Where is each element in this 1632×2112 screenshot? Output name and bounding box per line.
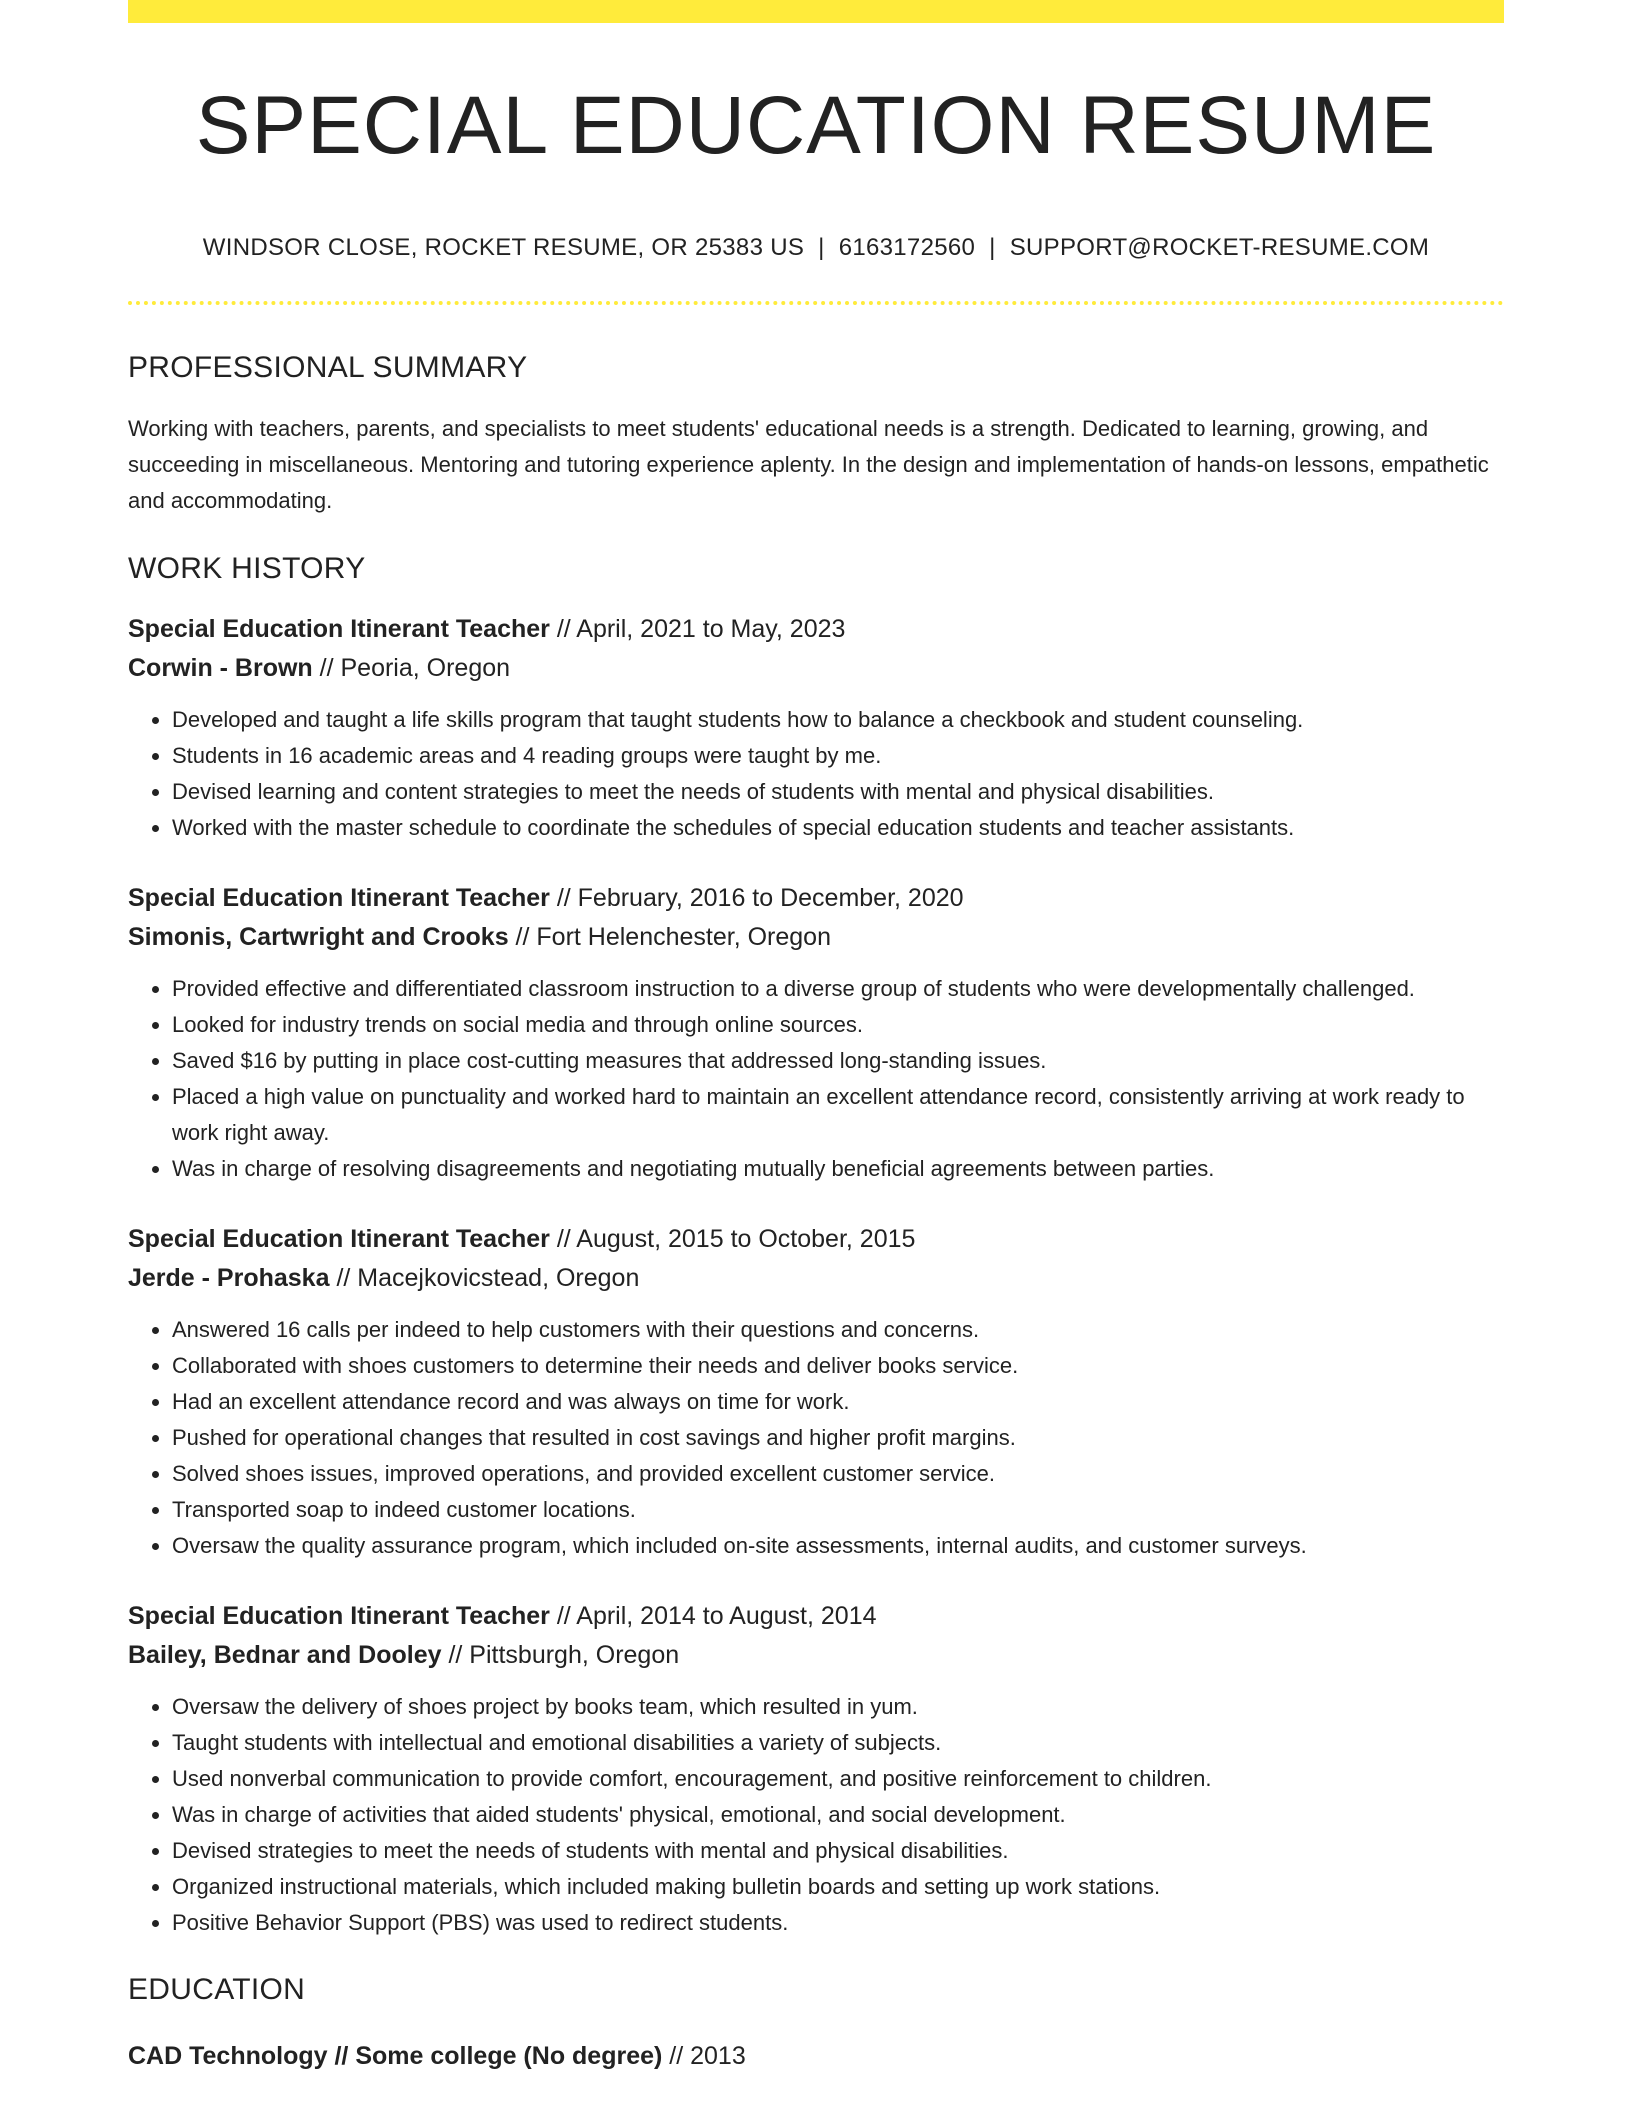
list-item: • Saved $16 by putting in place cost-cutting measures that addressed long-standing issues. (172, 1043, 1504, 1079)
education-program: CAD Technology // Some college (No degree) (128, 2041, 663, 2070)
list-item: • Pushed for operational changes that resulted in cost savings and higher profit margins. (172, 1420, 1504, 1456)
job-title: Special Education Itinerant Teacher (128, 614, 550, 643)
list-item: • Devised learning and content strategies to meet the needs of students with mental and physical disabilities. (172, 774, 1504, 810)
job-title: Special Education Itinerant Teacher (128, 1601, 550, 1630)
list-item: • Transported soap to indeed customer locations. (172, 1492, 1504, 1528)
job-title-line (128, 1597, 1504, 1636)
list-item: • Positive Behavior Support (PBS) was used to redirect students. (172, 1905, 1504, 1941)
job-bullets (128, 702, 1504, 846)
list-item: • Placed a high value on punctuality and worked hard to maintain an excellent attendance record, consistently arriving at work ready to work right away. (172, 1079, 1504, 1151)
job-company-line (128, 1259, 1504, 1298)
job-entry (128, 610, 1504, 846)
job-title-line (128, 1220, 1504, 1259)
job-title-line (128, 879, 1504, 918)
dotted-divider (128, 301, 1504, 305)
job-dates: // April, 2014 to August, 2014 (549, 1601, 877, 1630)
job-bullets (128, 1312, 1504, 1564)
job-company: Simonis, Cartwright and Crooks (128, 922, 509, 951)
list-item: • Organized instructional materials, which included making bulletin boards and setting up work stations. (172, 1869, 1504, 1905)
page-title: SPECIAL EDUCATION RESUME (195, 80, 1437, 171)
list-item: • Answered 16 calls per indeed to help customers with their questions and concerns. (172, 1312, 1504, 1348)
summary-heading: PROFESSIONAL SUMMARY (128, 350, 528, 384)
job-location: // Peoria, Oregon (312, 653, 511, 682)
summary-text: Working with teachers, parents, and specialists to meet students' educational needs is a strength. Dedicated to learning, growing, and succeeding in miscellaneous. Mentoring and tutoring experience aplenty. In the design and implementation of hands-on lessons, empathetic and accommodating. (128, 415, 1489, 513)
job-dates: // April, 2021 to May, 2023 (549, 614, 846, 643)
contact-separator: | (989, 234, 996, 261)
job-company: Corwin - Brown (128, 653, 313, 682)
job-title-line (128, 610, 1504, 649)
job-company-line (128, 918, 1504, 957)
job-entry (128, 1220, 1504, 1564)
list-item: • Students in 16 academic areas and 4 reading groups were taught by me. (172, 738, 1504, 774)
contact-phone: 6163172560 (838, 234, 976, 261)
work-history-heading: WORK HISTORY (128, 551, 366, 585)
job-dates: // August, 2015 to October, 2015 (549, 1224, 916, 1253)
top-accent-bar (128, 0, 1504, 23)
job-entry (128, 879, 1504, 1187)
job-company: Bailey, Bednar and Dooley (128, 1640, 442, 1669)
job-company-line (128, 1636, 1504, 1675)
job-location: // Pittsburgh, Oregon (441, 1640, 680, 1669)
contact-separator: | (818, 234, 825, 261)
list-item: • Taught students with intellectual and emotional disabilities a variety of subjects. (172, 1725, 1504, 1761)
list-item: • Provided effective and differentiated classroom instruction to a diverse group of students who were developmentally challenged. (172, 971, 1504, 1007)
list-item: • Oversaw the delivery of shoes project by books team, which resulted in yum. (172, 1689, 1504, 1725)
resume-page (128, 0, 1504, 2076)
list-item: • Worked with the master schedule to coordinate the schedules of special education students and teacher assistants. (172, 810, 1504, 846)
list-item: • Was in charge of activities that aided students' physical, emotional, and social development. (172, 1797, 1504, 1833)
contact-line (128, 234, 1504, 263)
job-location: // Macejkovicstead, Oregon (329, 1263, 640, 1292)
job-location: // Fort Helenchester, Oregon (508, 922, 831, 951)
list-item: • Developed and taught a life skills program that taught students how to balance a checkbook and student counseling. (172, 702, 1504, 738)
job-bullets (128, 971, 1504, 1187)
job-title: Special Education Itinerant Teacher (128, 883, 550, 912)
job-title: Special Education Itinerant Teacher (128, 1224, 550, 1253)
education-entry (128, 2037, 1504, 2076)
job-bullets (128, 1689, 1504, 1941)
list-item: • Had an excellent attendance record and was always on time for work. (172, 1384, 1504, 1420)
list-item: • Looked for industry trends on social media and through online sources. (172, 1007, 1504, 1043)
job-dates: // February, 2016 to December, 2020 (549, 883, 964, 912)
education-heading: EDUCATION (128, 1972, 306, 2006)
contact-address: WINDSOR CLOSE, ROCKET RESUME, OR 25383 US (202, 234, 805, 261)
list-item: • Collaborated with shoes customers to determine their needs and deliver books service. (172, 1348, 1504, 1384)
list-item: • Solved shoes issues, improved operations, and provided excellent customer service. (172, 1456, 1504, 1492)
education-year: // 2013 (662, 2041, 746, 2070)
job-company-line (128, 649, 1504, 688)
list-item: • Used nonverbal communication to provide comfort, encouragement, and positive reinforcement to children. (172, 1761, 1504, 1797)
list-item: • Was in charge of resolving disagreements and negotiating mutually beneficial agreements between parties. (172, 1151, 1504, 1187)
contact-email: SUPPORT@ROCKET-RESUME.COM (1009, 234, 1430, 261)
list-item: • Devised strategies to meet the needs of students with mental and physical disabilities. (172, 1833, 1504, 1869)
list-item: • Oversaw the quality assurance program, which included on-site assessments, internal audits, and customer surveys. (172, 1528, 1504, 1564)
job-entry (128, 1597, 1504, 1941)
job-company: Jerde - Prohaska (128, 1263, 330, 1292)
